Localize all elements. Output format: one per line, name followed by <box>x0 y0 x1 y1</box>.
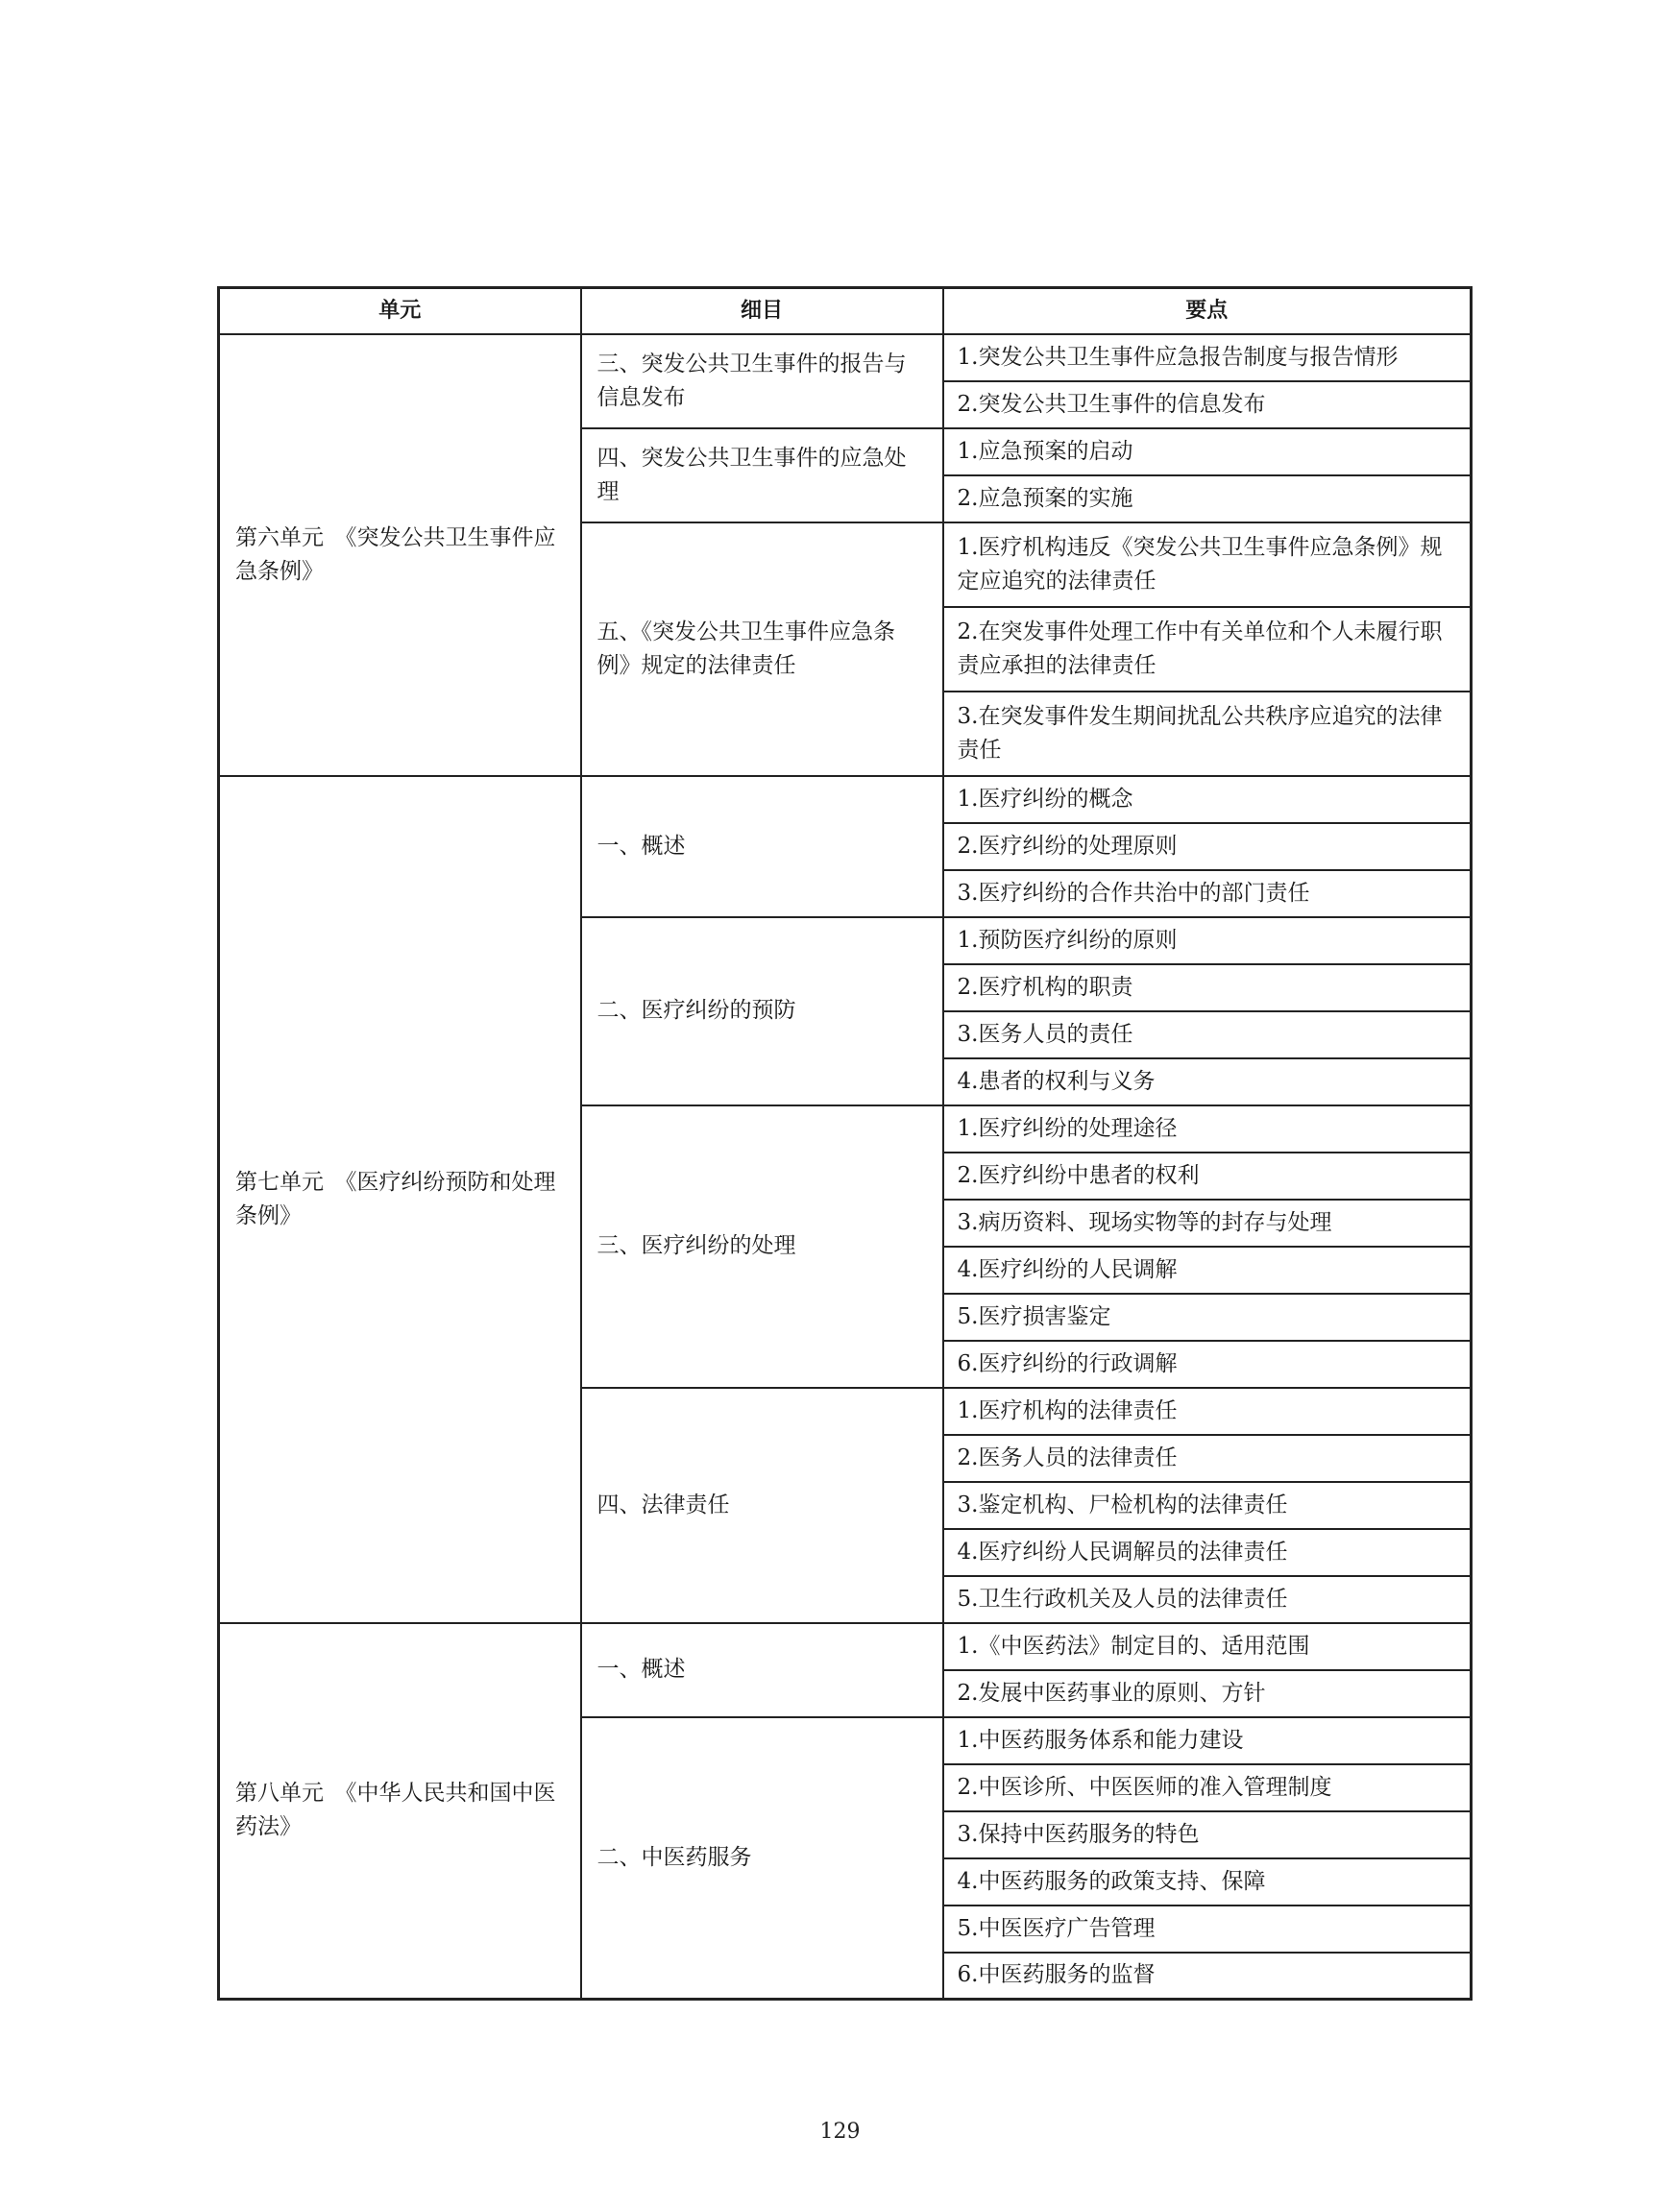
point-cell: 1.预防医疗纠纷的原则 <box>943 917 1472 964</box>
point-cell: 5.卫生行政机关及人员的法律责任 <box>943 1576 1472 1623</box>
point-cell: 2.应急预案的实施 <box>943 475 1472 522</box>
item-cell: 四、法律责任 <box>581 1388 943 1623</box>
point-cell: 2.发展中医药事业的原则、方针 <box>943 1670 1472 1717</box>
item-cell: 一、概述 <box>581 776 943 917</box>
point-cell: 4.医疗纠纷人民调解员的法律责任 <box>943 1529 1472 1576</box>
point-cell: 2.医疗纠纷的处理原则 <box>943 823 1472 870</box>
point-cell: 2.医务人员的法律责任 <box>943 1435 1472 1482</box>
item-cell: 三、医疗纠纷的处理 <box>581 1105 943 1388</box>
point-cell: 3.医疗纠纷的合作共治中的部门责任 <box>943 870 1472 917</box>
syllabus-table <box>217 286 1473 2001</box>
point-cell: 1.医疗机构的法律责任 <box>943 1388 1472 1435</box>
header-item: 细目 <box>581 288 943 334</box>
table-row <box>219 1623 1472 1670</box>
point-cell: 3.医务人员的责任 <box>943 1011 1472 1058</box>
item-cell: 二、医疗纠纷的预防 <box>581 917 943 1105</box>
unit-cell: 第六单元 《突发公共卫生事件应急条例》 <box>219 334 581 776</box>
header-point: 要点 <box>943 288 1472 334</box>
point-cell: 5.医疗损害鉴定 <box>943 1294 1472 1341</box>
point-cell: 2.在突发事件处理工作中有关单位和个人未履行职责应承担的法律责任 <box>943 607 1472 692</box>
point-cell: 2.突发公共卫生事件的信息发布 <box>943 381 1472 428</box>
item-cell: 五、《突发公共卫生事件应急条例》规定的法律责任 <box>581 522 943 776</box>
point-cell: 1.应急预案的启动 <box>943 428 1472 475</box>
point-cell: 6.中医药服务的监督 <box>943 1953 1472 2000</box>
point-cell: 2.医疗纠纷中患者的权利 <box>943 1153 1472 1200</box>
table-body <box>219 334 1472 2000</box>
point-cell: 4.中医药服务的政策支持、保障 <box>943 1858 1472 1906</box>
point-cell: 6.医疗纠纷的行政调解 <box>943 1341 1472 1388</box>
item-cell: 三、突发公共卫生事件的报告与信息发布 <box>581 334 943 428</box>
point-cell: 4.医疗纠纷的人民调解 <box>943 1247 1472 1294</box>
point-cell: 2.中医诊所、中医医师的准入管理制度 <box>943 1764 1472 1811</box>
table-row <box>219 776 1472 823</box>
point-cell: 1.中医药服务体系和能力建设 <box>943 1717 1472 1764</box>
point-cell: 3.鉴定机构、尸检机构的法律责任 <box>943 1482 1472 1529</box>
point-cell: 5.中医医疗广告管理 <box>943 1906 1472 1953</box>
point-cell: 2.医疗机构的职责 <box>943 964 1472 1011</box>
point-cell: 3.保持中医药服务的特色 <box>943 1811 1472 1858</box>
point-cell: 1.突发公共卫生事件应急报告制度与报告情形 <box>943 334 1472 381</box>
table-header <box>219 288 1472 334</box>
point-cell: 3.病历资料、现场实物等的封存与处理 <box>943 1200 1472 1247</box>
point-cell: 1.医疗纠纷的概念 <box>943 776 1472 823</box>
point-cell: 1.医疗机构违反《突发公共卫生事件应急条例》规定应追究的法律责任 <box>943 522 1472 607</box>
item-cell: 一、概述 <box>581 1623 943 1717</box>
page-number: 129 <box>819 2120 861 2144</box>
table-row <box>219 334 1472 381</box>
item-cell: 四、突发公共卫生事件的应急处理 <box>581 428 943 522</box>
header-row <box>219 288 1472 334</box>
item-cell: 二、中医药服务 <box>581 1717 943 2000</box>
point-cell: 1.《中医药法》制定目的、适用范围 <box>943 1623 1472 1670</box>
unit-cell: 第八单元 《中华人民共和国中医药法》 <box>219 1623 581 2000</box>
point-cell: 4.患者的权利与义务 <box>943 1058 1472 1105</box>
unit-cell: 第七单元 《医疗纠纷预防和处理条例》 <box>219 776 581 1623</box>
header-unit: 单元 <box>219 288 581 334</box>
point-cell: 1.医疗纠纷的处理途径 <box>943 1105 1472 1153</box>
point-cell: 3.在突发事件发生期间扰乱公共秩序应追究的法律责任 <box>943 692 1472 776</box>
